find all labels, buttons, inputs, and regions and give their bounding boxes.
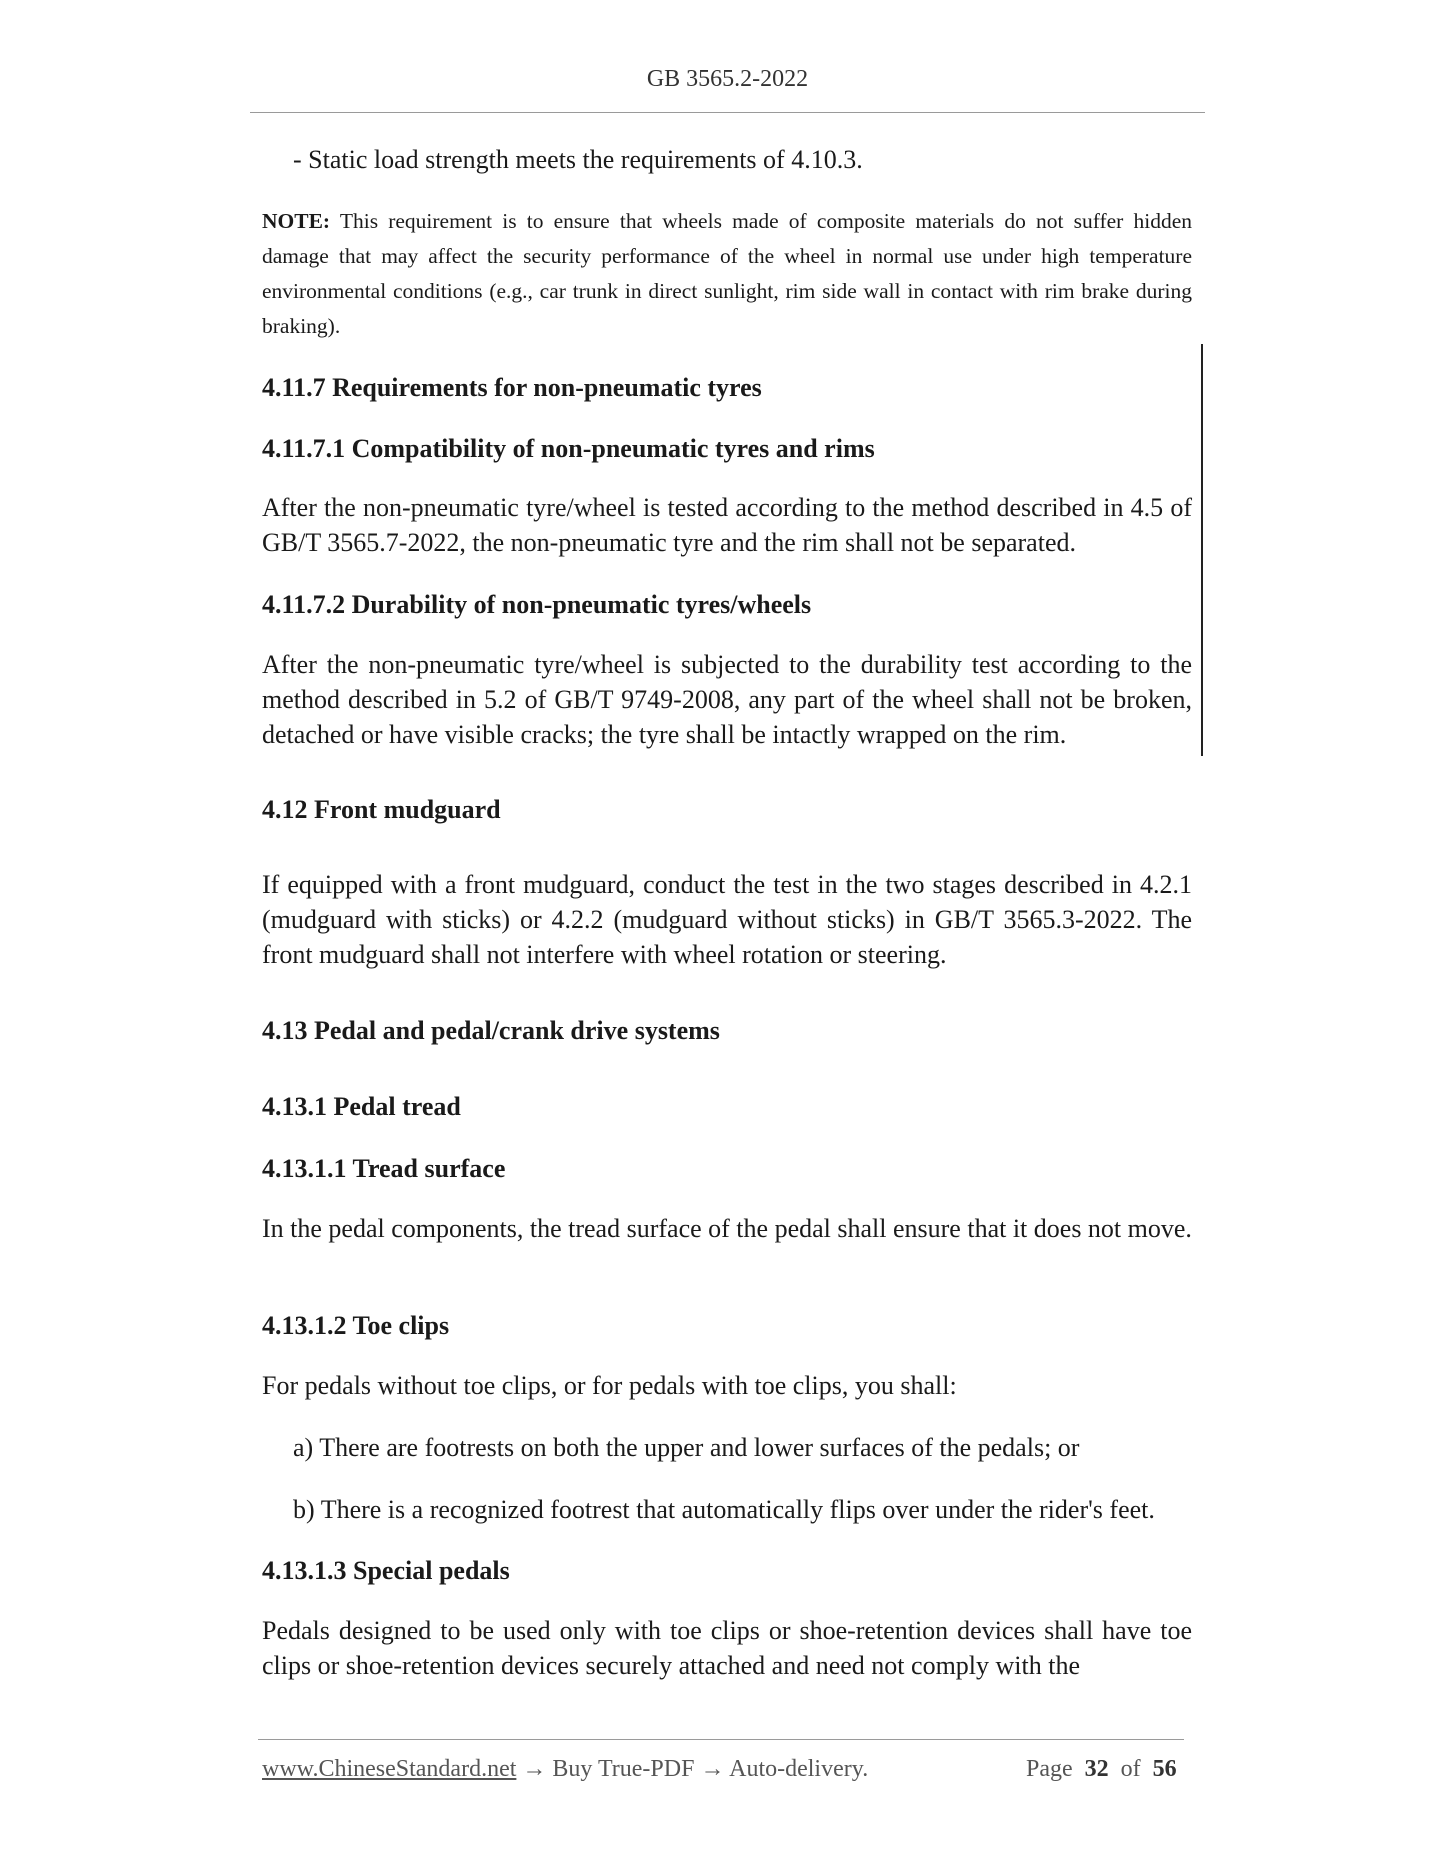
paragraph-4-12: If equipped with a front mudguard, conduct the test in the two stages described in 4.2.1 (mudguard with sticks) or 4.2.2 (mudguard without sticks) in GB/T 3565.3-2022. The front mudguard shall not interfere with wheel rotation or steering. bbox=[262, 870, 1192, 969]
heading-4-11-7-2: 4.11.7.2 Durability of non-pneumatic tyres/wheels bbox=[262, 590, 812, 619]
static-load-item: - Static load strength meets the requirements of 4.10.3. bbox=[293, 145, 863, 174]
header-divider bbox=[250, 112, 1205, 113]
of-label: of bbox=[1120, 1756, 1141, 1782]
paragraph-4-13-1-3: Pedals designed to be used only with toe clips or shoe-retention devices shall have toe clips or shoe-retention devices securely attached and need not comply with the bbox=[262, 1616, 1192, 1680]
page-number: 32 bbox=[1084, 1756, 1109, 1782]
page-label: Page bbox=[1026, 1756, 1073, 1782]
list-item-a: a) There are footrests on both the upper and lower surfaces of the pedals; or bbox=[293, 1433, 1080, 1462]
footer-tagline: → Buy True-PDF → Auto-delivery. bbox=[516, 1756, 869, 1782]
note-text: This requirement is to ensure that wheels made of composite materials do not suffer hidden damage that may affect the security performance of the wheel in normal use under high temperature environmental conditions (e.g., car trunk in direct sunlight, rim side wall in contact with rim brake during braking). bbox=[262, 209, 1192, 338]
site-link[interactable]: www.ChineseStandard.net bbox=[262, 1756, 517, 1782]
list-item-b: b) There is a recognized footrest that automatically flips over under the rider's feet. bbox=[293, 1495, 1155, 1524]
heading-4-13: 4.13 Pedal and pedal/crank drive systems bbox=[262, 1016, 720, 1045]
heading-4-13-1-1: 4.13.1.1 Tread surface bbox=[262, 1154, 506, 1183]
footer-divider bbox=[258, 1739, 1184, 1740]
note-label: NOTE: bbox=[262, 209, 331, 233]
footer-promo bbox=[262, 1756, 868, 1783]
note-paragraph bbox=[262, 204, 1192, 344]
heading-4-11-7: 4.11.7 Requirements for non-pneumatic tyres bbox=[262, 373, 762, 402]
heading-4-13-1-2: 4.13.1.2 Toe clips bbox=[262, 1311, 450, 1340]
heading-4-12: 4.12 Front mudguard bbox=[262, 795, 501, 824]
paragraph-4-11-7-2: After the non-pneumatic tyre/wheel is subjected to the durability test according to the method described in 5.2 of GB/T 9749-2008, any part of the wheel shall not be broken, detached or have visible cracks; the tyre shall be intactly wrapped on the rim. bbox=[262, 650, 1192, 749]
revision-change-bar bbox=[1201, 344, 1203, 756]
heading-4-13-1: 4.13.1 Pedal tread bbox=[262, 1092, 461, 1121]
paragraph-4-13-1-2: For pedals without toe clips, or for pedals with toe clips, you shall: bbox=[262, 1371, 957, 1400]
paragraph-4-11-7-1: After the non-pneumatic tyre/wheel is tested according to the method described in 4.5 of GB/T 3565.7-2022, the non-pneumatic tyre and the rim shall not be separated. bbox=[262, 493, 1192, 557]
page-total: 56 bbox=[1152, 1756, 1177, 1782]
heading-4-11-7-1: 4.11.7.1 Compatibility of non-pneumatic tyres and rims bbox=[262, 434, 875, 463]
paragraph-4-13-1-1: In the pedal components, the tread surface of the pedal shall ensure that it does not move. bbox=[262, 1214, 1192, 1243]
page-indicator bbox=[1026, 1756, 1177, 1783]
heading-4-13-1-3: 4.13.1.3 Special pedals bbox=[262, 1556, 510, 1585]
running-header: GB 3565.2-2022 bbox=[646, 66, 809, 92]
